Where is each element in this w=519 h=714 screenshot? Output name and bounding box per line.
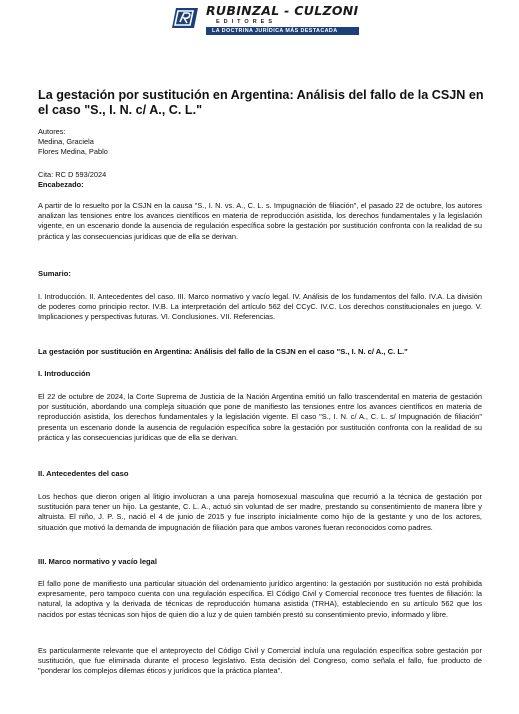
authors-label: Autores: <box>38 127 66 136</box>
rc-logo-icon <box>172 6 200 30</box>
section-paragraph: Los hechos que dieron origen al litigio involucran a una pareja homosexual masculina que recurrió a la técnica de gestación por sustitución para tener un hijo. La gestante, C. L. A., actuó sin voluntad de ser madre, prestando su consentimiento de manera libre y altruista. El niño, J. P. S., nació el 4 de junio de 2015 y fue inscripto inicialmente como hijo de la gestante y uno de los actores, situación que motivó la demanda de impugnación de filiación para que ambos varones fueran reconocidos como padres. <box>38 492 482 532</box>
sumario-heading: Sumario: <box>38 269 71 278</box>
body-title: La gestación por sustitución en Argentina: Análisis del fallo de la CSJN en el caso "S., I. N. c/ A., C. L." <box>38 347 408 356</box>
citation-block <box>38 170 106 190</box>
authors-block <box>38 127 108 157</box>
section-paragraph: El 22 de octubre de 2024, la Corte Suprema de Justicia de la Nación Argentina emitió un fallo trascendental en materia de gestación por sustitución, abordando una compleja situación que pone de manifiesto las tensiones entre los avances científicos en materia de reproducción asistida, los derechos fundamentales y la legislación vigente. El caso "S., I. N. c/ A., C. L. s/ Impugnación de filiación" presenta un escenario donde la ausencia de regulación específica sobre la gestación por sustitución confronta con la realidad de su práctica y las consecuencias jurídicas que de ella se derivan. <box>38 392 482 442</box>
section-heading: III. Marco normativo y vacío legal <box>38 557 158 566</box>
section-heading: II. Antecedentes del caso <box>38 469 129 478</box>
brand-sub: EDITORES <box>216 19 277 25</box>
article-title: La gestación por sustitución en Argentina: Análisis del fallo de la CSJN en el caso "S., I. N. c/ A., C. L." <box>38 88 484 117</box>
sumario-text: I. Introducción. II. Antecedentes del caso. III. Marco normativo y vacío legal. IV. Análisis de los fundamentos del fallo. IV.A. La división de poderes como principio rector. IV.B. La interpretación del artículo 562 del CCyC. IV.C. Los derechos constitucionales en juego. V. Implicaciones y perspectivas futuras. VI. Conclusiones. VII. Referencias. <box>38 292 482 322</box>
citation: Cita: RC D 593/2024 <box>38 170 107 179</box>
author-name: Medina, Graciela <box>38 137 94 146</box>
section-paragraph: El fallo pone de manifiesto una particular situación del ordenamiento jurídico argentino: la gestación por sustitución no está prohibida expresamente, pero tampoco cuenta con una regulación específica. El Código Civil y Comercial reconoce tres fuentes de filiación: la natural, la adoptiva y la derivada de técnicas de reproducción humana asistida (TRHA), estableciendo en su artículo 562 que los nacidos por estas técnicas son hijos de quien dio a luz y de quien también prestó su consentimiento previo, informado y libre. <box>38 579 482 619</box>
brand-name: RUBINZAL - CULZONI <box>206 3 359 18</box>
brand-tagline: LA DOCTRINA JURÍDICA MÁS DESTACADA <box>206 27 359 35</box>
encabezado-label: Encabezado: <box>38 180 84 189</box>
author-name: Flores Medina, Pablo <box>38 147 108 156</box>
publisher-logo[interactable] <box>172 4 359 40</box>
section-heading: I. Introducción <box>38 369 91 378</box>
encabezado-text: A partir de lo resuelto por la CSJN en la causa "S., I. N. vs. A., C. L. s. Impugnación de filiación", el pasado 22 de octubre, los autores analizan las tensiones entre los avances científicos en materia de reproducción asistida, los derechos fundamentales y la legislación vigente, en un escenario donde la ausencia de regulación específica sobre la gestación por sustitución confronta con la realidad de su práctica y las consecuencias jurídicas que de ella se derivan. <box>38 201 482 241</box>
section-paragraph: Es particularmente relevante que el anteproyecto del Código Civil y Comercial incluía una regulación específica sobre gestación por sustitución, que fue eliminada durante el proceso legislativo. Esta decisión del Congreso, como señala el fallo, fue producto de "ponderar los complejos dilemas éticos y jurídicos que la práctica plantea". <box>38 646 482 676</box>
